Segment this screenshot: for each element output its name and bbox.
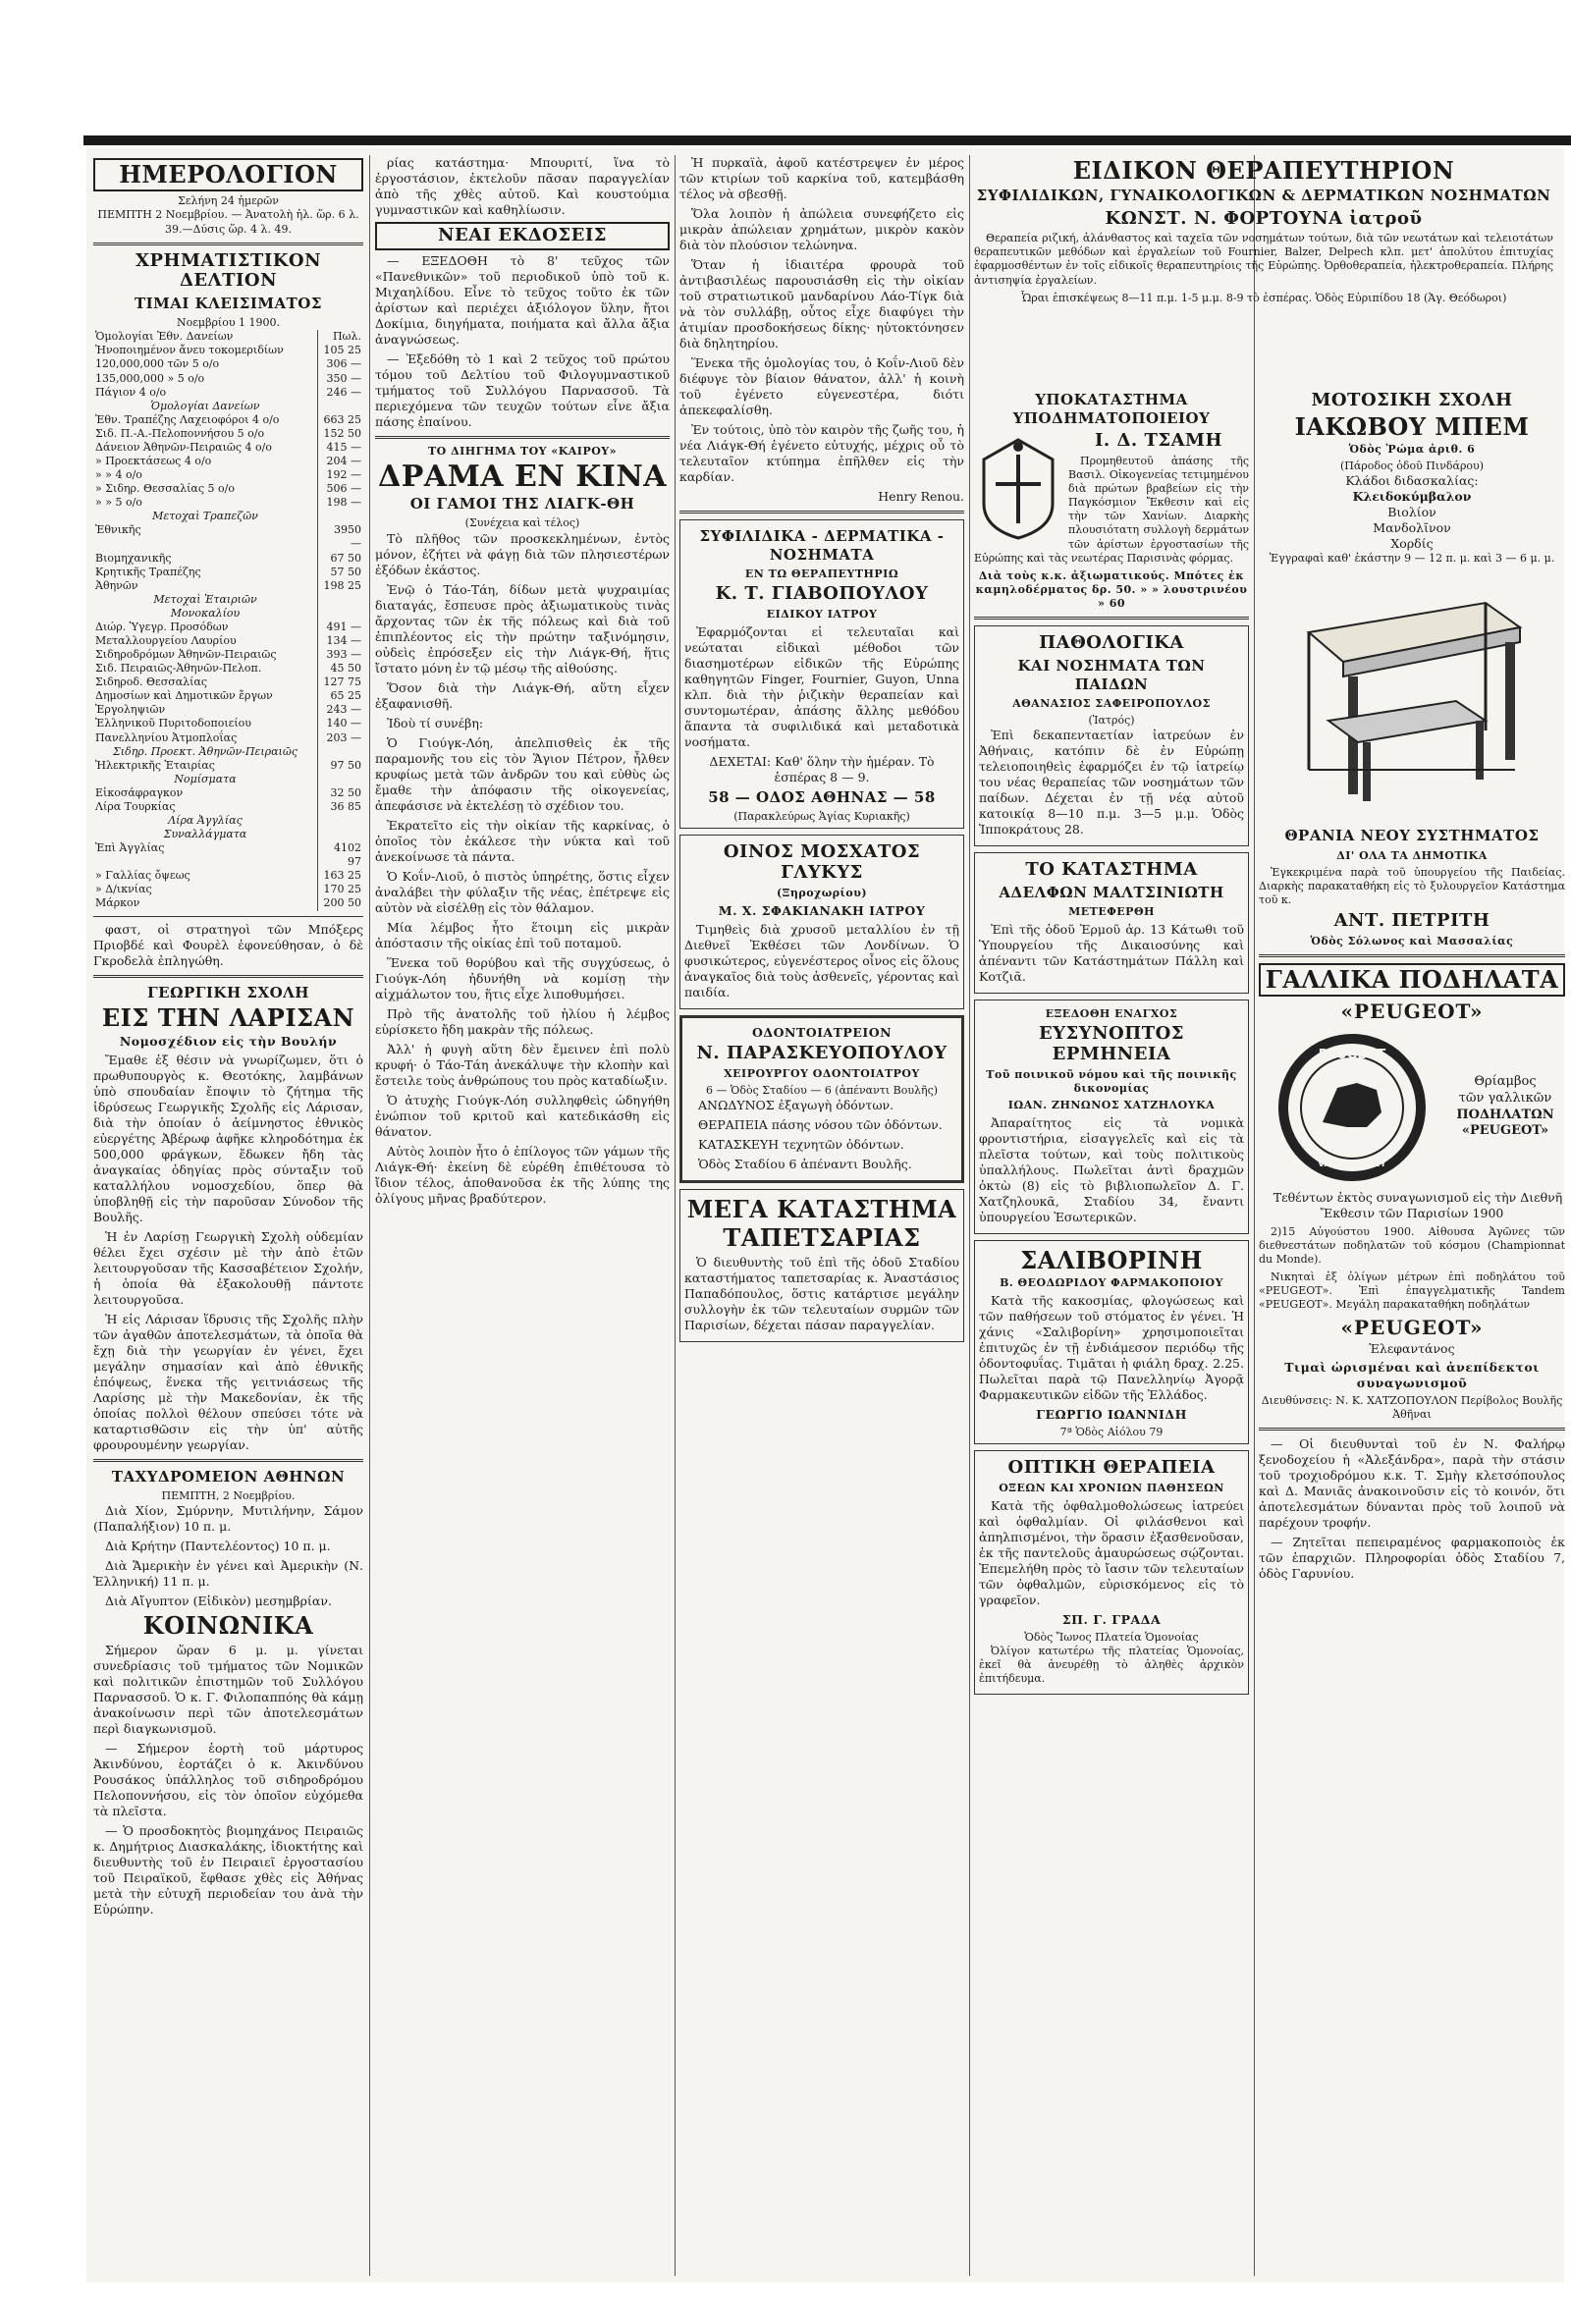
ad-text: Ἐπὶ τῆς ὁδοῦ Ἑρμοῦ ἀρ. 13 Κάτωθι τοῦ Ὑπουργείου τῆς Δικαιοσύνης καὶ ἀπέναντι τῶν Κατάστημάτων Πάλλη καὶ Κοτζιᾶ. bbox=[979, 922, 1244, 985]
divider bbox=[93, 1459, 363, 1462]
rate-value: 204 — bbox=[318, 455, 364, 468]
ad-line: ΚΑΤΑΣΚΕΥΗ τεχνητῶν ὀδόντων. bbox=[698, 1136, 904, 1152]
desk-subtitle: ΔΙ' ΟΛΑ ΤΑ ΔΗΜΟΤΙΚΑ bbox=[1336, 848, 1488, 862]
rate-row bbox=[93, 731, 363, 745]
rate-value: 67 50 bbox=[318, 552, 364, 566]
column-1 bbox=[93, 155, 363, 1921]
bike-side-line: Θρίαμβος bbox=[1474, 1074, 1537, 1090]
paragraph: Πρὸ τῆς ἀνατολῆς τοῦ ἡλίου ἡ λέμβος εὑρίσκετο ἤδη μακρὰν τῆς πόλεως. bbox=[375, 1005, 670, 1037]
rate-row bbox=[93, 330, 363, 344]
bike-title: ΓΑΛΛΙΚΑ ΠΟΔΗΛΑΤΑ bbox=[1259, 963, 1565, 997]
rate-label: Μεταλλουργείου Λαυρίου bbox=[95, 633, 237, 647]
bike-side-line: «PEUGEOT» bbox=[1461, 1123, 1549, 1139]
rate-label: Λίρα Τουρκίας bbox=[95, 799, 176, 813]
emblem-text: PEUGEOT bbox=[1318, 1047, 1386, 1062]
rate-row bbox=[93, 786, 363, 800]
rate-label: Μετοχαὶ Ἑταιριῶν bbox=[153, 592, 257, 606]
rate-value: 140 — bbox=[318, 717, 364, 730]
shop-prices: Διὰ τοὺς κ.κ. ἀξιωματικούς. Μπότες ἐκ καμηλοδέρματος δρ. 50. » » λουστρινέου » 60 bbox=[975, 568, 1248, 610]
rate-value: 32 50 bbox=[318, 786, 364, 800]
paragraph: — Ἐξεδόθη τὸ 1 καὶ 2 τεῦχος τοῦ πρώτου τόμου τοῦ Δελτίου τοῦ Φιλογυμναστικοῦ τμήματος τοῦ Συλλόγου Παρνασσοῦ. Τὰ περιεχόμενα τῶν τευχῶν τούτων εἶνε ἄξια πάσης ἐπαίνου. bbox=[375, 351, 670, 429]
ad-title: ΟΙΝΟΣ ΜΟΣΧΑΤΟΣ ΓΛΥΚΥΣ bbox=[723, 841, 921, 884]
paragraph: Ὅλα λοιπὸν ἡ ἀπώλεια συνεφήζετο εἰς μικρὰν ἀπώλειαν χρημάτων, μικρὸν κακὸν διὰ τὸν πλούσιον τελώνηνα. bbox=[679, 206, 964, 252]
ad-text: Ἐφαρμόζονται εἰ τελευταῖαι καὶ νεώταται εἰδικαὶ μέθοδοι τῶν διασημοτέρων εἰδικῶν τῆς Εὐρώπης καθηγητῶν Finger, Fournier, Guyon, Unna κλπ. διὰ τὴν ῥιζικὴν θεραπείαν καὶ συντομωτέραν, ἀπάσης ἄλλης μεθόδου ἅπαντα τὰ συφιλιδικά καὶ μεταδοτικὰ νοσήματα. bbox=[684, 624, 959, 750]
ad-subtitle: Β. ΘΕΟΔΩΡΙΔΟΥ ΦΑΡΜΑΚΟΠΟΙΟΥ bbox=[1000, 1276, 1223, 1290]
shop-title: ΥΠΟΚΑΤΑΣΤΗΜΑ ΥΠΟΔΗΜΑΤΟΠΟΙΕΙΟΥ bbox=[1012, 391, 1211, 428]
divider bbox=[93, 975, 363, 978]
ad-name: Κ. Τ. ΓΙΑΒΟΠΟΥΛΟΥ bbox=[715, 583, 929, 605]
ad-title: ΠΑΘΟΛΟΓΙΚΑ bbox=[1039, 631, 1184, 653]
ad-subtitle: ΣΥΦΙΛΙΔΙΚΩΝ, ΓΥΝΑΙΚΟΛΟΓΙΚΩΝ & ΔΕΡΜΑΤΙΚΩΝ ΝΟΣΗΜΑΤΩΝ bbox=[976, 187, 1551, 205]
paragraph: Ἐνῷ ὁ Τάο-Τάη, δίδων μετὰ ψυχραιμίας διαταγάς, ἔσπευσε πρὸς ἀξιωματικοὺς τινὰς ἄρχοντας τῶν ἐκ τῆς πόλεως καὶ διὰ τοῦ ἐπιπλέοντος εἰς τὴν πρώτην ταξινόμησιν, οὐδεὶς ἐπρόσεξεν εἰς τὴν Λιάγκ-Θή, ἥτις ἴστατο μόνη ἐν τῷ μέσῳ τῆς αἰθούσης. bbox=[375, 581, 670, 676]
post-line: Διὰ Ἄμερικὴν ἐν γένει καὶ Ἀμερικὴν (Ν. Ἑλληνική) 11 π. μ. bbox=[93, 1558, 363, 1590]
rate-row bbox=[93, 773, 363, 786]
ad-address: Ὁδὸς Ἴωνος Πλατεία Ὁμονοίας bbox=[1024, 1631, 1199, 1645]
paragraph: Ἰδοὺ τί συνέβη: bbox=[387, 715, 484, 730]
paragraph: ρίας κατάστημα· Μπουριτί, ἵνα τὸ ἐργοστάσιον, ἐκτελοῦν πᾶσαν παραγγελίαν ἀπὸ τῆς χθὲς αὐτοῦ. Καὶ κουστούμια γυμναστικῶν καὶ καθηλίωσιν. bbox=[375, 155, 670, 217]
rate-row bbox=[93, 482, 363, 496]
ad-owner: ΓΕΩΡΓΙΟ ΙΩΑΝΝΙΔΗ bbox=[1036, 1407, 1187, 1423]
rate-value: 663 25 bbox=[318, 413, 364, 427]
music-line: Κλειδοκύμβαλον bbox=[1352, 489, 1472, 505]
divider bbox=[679, 511, 964, 513]
rate-label: 120,000,000 τῶν 5 ο/ο bbox=[95, 357, 220, 371]
rate-row bbox=[93, 579, 363, 593]
divider bbox=[974, 617, 1249, 620]
hotel-notice: — Οἱ διευθυνταὶ τοῦ ἐν Ν. Φαλήρῳ ξενοδοχείου ἡ «Ἀλεξάνδρα», παρὰ τὴν στάσιν τοῦ τροχιοδρόμου κ.κ. Τ. Σμὴγ κλετσόπουλος καὶ Δ. Μανιᾶς ἀνακοινοῦσιν εἰς τὸ κοινόν, ὅτι ἀποτελεσμάτων δύνανται πρὸς τοῦ λοιποῦ νὰ παρέχουν τροφήν. bbox=[1259, 1435, 1565, 1530]
ad-text: Θεραπεία ριζική, ἀλάνθαστος καὶ ταχεῖα τῶν νοσημάτων τούτων, διὰ τῶν νεωτάτων καὶ τελειοτάτων θεραπευτικῶν μεθόδων καὶ ἐργαλείων τοῦ Fournier, Balzer, Delpech κλπ. μετ' ἀπολύτου ἐπιτυχίας ἐφαρμοσθέντων ἐν τοῖς εἰδικοῖς θεραπευτηρίοις τῆς Εὐρώπης. Ὀρθοθεραπεία, ἠλεκτροθεραπεία. Πλήρης ἀντισηψία ἐργαλείων. bbox=[974, 232, 1553, 287]
rate-value: 192 — bbox=[318, 468, 364, 482]
rate-label: Ἐργοληψιῶν bbox=[95, 703, 166, 717]
rate-label: Κρητικῆς Τραπέζης bbox=[95, 565, 201, 578]
bike-text-2: Νικηταὶ ἐξ ὀλίγων μέτρων ἐπὶ ποδηλάτου τοῦ «PEUGEOT». Ἐπὶ ἐπαγγελματικῆς Tandem «PEUGEOT». Μεγάλη παρακαταθήκη ποδηλάτων bbox=[1259, 1270, 1565, 1311]
drama-text bbox=[375, 531, 670, 1207]
rate-value: 105 25 bbox=[318, 344, 364, 357]
ad-doctor: ΚΩΝΣΤ. Ν. ΦΟΡΤΟΥΝΑ ἰατροῦ bbox=[1105, 207, 1423, 229]
rate-row bbox=[93, 896, 363, 910]
rate-row bbox=[93, 814, 363, 828]
divider bbox=[375, 436, 670, 439]
rate-value: 198 — bbox=[318, 496, 364, 510]
ad-role: ΕΙΔΙΚΟΥ ΙΑΤΡΟΥ bbox=[766, 608, 878, 622]
rate-row bbox=[93, 552, 363, 566]
bike-side-line: τῶν γαλλικῶν bbox=[1458, 1090, 1552, 1106]
divider bbox=[93, 916, 363, 917]
rate-row bbox=[93, 634, 363, 648]
rate-row bbox=[93, 510, 363, 523]
emblem-text-2: VALENTIGNEY bbox=[1318, 1159, 1386, 1169]
rate-value bbox=[318, 400, 364, 413]
rate-row bbox=[93, 703, 363, 717]
finance-title: ΧΡΗΜΑΤΙΣΤΙΚΟΝ ΔΕΛΤΙΟΝ bbox=[135, 249, 322, 292]
paragraph: — ΕΞΕΔΟΘΗ τὸ 8' τεῦχος τῶν «Πανεθνικῶν» τοῦ περιοδικοῦ ὑπὸ τοῦ κ. Μιχαηλίδου. Εἶνε τὸ τεῦχος τοῦτο ἐκ τῶν ἀρίστων καὶ περιέχει ἀξιόλογον ὕλην, ἤτοι Δοκίμια, διηγήματα, ποιήματα καὶ ἄλλα ἄξια ἀναγνώσεως. bbox=[375, 252, 670, 347]
rate-value: 170 25 bbox=[318, 883, 364, 896]
divider bbox=[1259, 954, 1565, 957]
rate-label: Πανελληνίου Ἀτμοπλοΐας bbox=[95, 730, 238, 744]
pharmacy-ad bbox=[974, 1240, 1249, 1445]
ad-title-2: ΚΑΙ ΝΟΣΗΜΑΤΑ ΤΩΝ ΠΑΙΔΩΝ bbox=[1017, 656, 1206, 693]
rate-value: 491 — bbox=[318, 621, 364, 634]
rate-label: Σιδηροδρόμων Ἀθηνῶν-Πειραιῶς bbox=[95, 648, 277, 662]
rate-row bbox=[93, 372, 363, 386]
paragraph: Ὅσον διὰ τὴν Λιάγκ-Θή, αὕτη εἶχεν ἐξαφανισθῆ. bbox=[375, 679, 670, 711]
paragraph: Ἡ εἰς Λάρισαν ἵδρυσις τῆς Σχολῆς πλὴν τῶν ἀγαθῶν ἀποτελεσμάτων, τὰ ὁποῖα θὰ ἔχῃ διὰ τὴν γεωργίαν ἐν γένει, ἔχει μεγάλην σημασίαν καὶ ἀπὸ ἐθνικῆς ἐπόψεως, ἕνεκα τῆς γειτνιάσεως τῆς Λαρίσης μὲ τὴν Μακεδονίαν, ἐκ τῆς ὁποίας πολλοὶ θέλουν σπεύσει τότε νὰ καταρτισθῶσιν εἰς τὴν ὑπ' αὐτῆς φρουρουμένην γεωργίαν. bbox=[93, 1312, 363, 1453]
ad-line: ΑΝΩΔΥΝΟΣ ἐξαγωγὴ ὀδόντων. bbox=[698, 1097, 894, 1112]
post-line: Διὰ Χίον, Σμύρνην, Μυτιλήνην, Σάμον (Παπαλήξιον) 10 π. μ. bbox=[93, 1503, 363, 1535]
ad-title: ΣΑΛΙΒΟΡΙΝΗ bbox=[1020, 1245, 1203, 1274]
rate-value: 200 50 bbox=[318, 896, 364, 910]
music-address-2: (Πάροδος ὁδοῦ Πινδάρου) bbox=[1339, 459, 1485, 473]
post-date: ΠΕΜΠΤΗ, 2 Νοεμβρίου. bbox=[161, 1489, 296, 1503]
bike-agent: Διευθύνσεις: Ν. Κ. ΧΑΤΖΟΠΟΥΛΟΝ Περίβολος Βουλῆς bbox=[1261, 1393, 1563, 1407]
rate-label: Ἐθν. Τραπέζης Λαχειοφόροι 4 ο/ο bbox=[95, 412, 280, 426]
ad-name: Μ. Χ. ΣΦΑΚΙΑΝΑΚΗ ΙΑΤΡΟΥ bbox=[718, 902, 926, 918]
almanac-title: ΗΜΕΡΟΛΟΓΙΟΝ bbox=[93, 158, 363, 191]
ad-address-2: (Παρακλεύρως Ἁγίας Κυριακῆς) bbox=[733, 810, 910, 824]
rate-row bbox=[93, 413, 363, 427]
rate-label: Ἑλληνικοῦ Πυριτοδοποιείου bbox=[95, 717, 251, 730]
school-title: ΓΕΩΡΓΙΚΗ ΣΧΟΛΗ bbox=[147, 983, 309, 1001]
rates-table bbox=[93, 330, 363, 910]
rate-row bbox=[93, 357, 363, 371]
ad-address: 6 — Ὁδὸς Σταδίου — 6 (ἀπέναντι Βουλῆς) bbox=[705, 1083, 939, 1097]
rate-value: 393 — bbox=[318, 648, 364, 662]
ad-text: Τιμηθεὶς διὰ χρυσοῦ μεταλλίου ἐν τῇ Διεθνεῖ Ἐκθέσει τῶν Λονδίνων. Ὁ φυσικώτερος, εὐγενέστερος οἶνος εἰς ὅλους ἀναγκαῖος διὰ τοὺς ἀσθενεῖς, γέροντας καὶ παιδία. bbox=[684, 921, 959, 1000]
paragraph: Μία λέμβος ἦτο ἕτοιμη εἰς μικρὰν ἀπόστασιν τῆς οἰκίας ἐπὶ τοῦ ποταμοῦ. bbox=[375, 919, 670, 950]
royal-crest-icon bbox=[974, 435, 1062, 543]
wine-ad bbox=[679, 835, 964, 1008]
divider bbox=[93, 243, 363, 245]
ad-title-2: ΤΑΠΕΤΣΑΡΙΑΣ bbox=[723, 1223, 921, 1253]
rate-label: Ἠλεκτρικῆς Ἑταιρίας bbox=[95, 758, 215, 772]
top-rule bbox=[83, 135, 1571, 145]
rate-value: 350 — bbox=[318, 372, 364, 386]
rate-row bbox=[93, 344, 363, 357]
rate-row bbox=[93, 759, 363, 773]
rate-value: 97 50 bbox=[318, 759, 364, 773]
rate-label: Σιδηροδ. Θεσσαλίας bbox=[95, 676, 208, 689]
rate-value: 152 50 bbox=[318, 427, 364, 441]
ad-text: Κατὰ τῆς κακοσμίας, φλογώσεως καὶ τῶν παθήσεων τοῦ στόματος ἐν γένει. Ἡ χάνις «Σαλιβορίνη» χρησιμοποιεῖται ἐπιτυχῶς ἐν τῇ ἐνδιάμεσον περιόδῳ τῆς ὀδοντοφυΐας. Τιμᾶται ἡ φιάλη δραχ. 2.25. Πωλεῖται παρὰ τῷ Πανελληνίῳ Ἀγορᾷ Φαρμακευτικῶν εἰδῶν τῆς Ἑλλάδος. bbox=[979, 1293, 1244, 1403]
ad-line: ΘΕΡΑΠΕΙΑ πάσης νόσου τῶν ὀδόντων. bbox=[698, 1116, 943, 1132]
rate-value: 203 — bbox=[318, 731, 364, 745]
ad-title: ΤΟ ΚΑΤΑΣΤΗΜΑ bbox=[1025, 859, 1198, 881]
rate-value: 36 85 bbox=[318, 800, 364, 814]
music-line: Ἐγγραφαὶ καθ' ἑκάστην 9 — 12 π. μ. καὶ 3 — 6 μ. μ. bbox=[1269, 552, 1555, 566]
ad-hours: Ὧραι ἐπισκέψεως 8—11 π.μ. 1-5 μ.μ. 8-9 τὸ ἑσπέρας. Ὁδὸς Εὐριπίδου 18 (Ἁγ. Θεόδωροι) bbox=[1020, 291, 1507, 304]
rate-row bbox=[93, 828, 363, 841]
rate-label: 135,000,000 » 5 ο/ο bbox=[95, 371, 205, 385]
signature: Henry Renou. bbox=[878, 489, 964, 504]
rate-value: 45 50 bbox=[318, 662, 364, 676]
rate-value: 415 — bbox=[318, 441, 364, 455]
finance-subtitle: ΤΙΜΑΙ ΚΛΕΙΣΙΜΑΤΟΣ bbox=[135, 295, 322, 312]
rate-label: Ἐπὶ Ἀγγλίας bbox=[95, 841, 165, 855]
shop-text: Προμηθευτοῦ ἁπάσης τῆς Βασιλ. Οἰκογενείας τετιμημένου διὰ πρώτων βραβείων εἰς τὴν Παγκόσμιον Ἔκθεσιν καὶ εἰς τὴν τῶν Χανίων. Διαρκὴς πλουσιότατη συλλογὴ δερμάτων τῶν ἀρίστων ἐργοστασίων τῆς Εὐρώπης καὶ τὰς νεωτέρας Παρισινὰς φόρμας. bbox=[974, 455, 1249, 565]
pediatric-ad bbox=[974, 625, 1249, 846]
rate-value: 57 50 bbox=[318, 566, 364, 579]
paragraph: Ὁ Κοΐν-Λιοῦ, ὁ πιστὸς ὑπηρέτης, ὅστις εἶχεν ἀναλάβει τὴν φύλαξιν τῆς νέας, ἐπέτρεψε εἰς αὐτὸν νὰ εἰσέλθῃ εἰς τὸν θάλαμον. bbox=[375, 868, 670, 915]
clinic-header-ad bbox=[974, 155, 1553, 381]
paragraph: Ἡ ἐν Λαρίσῃ Γεωργικὴ Σχολὴ οὐδεμίαν θέλει ἔχει σχέσιν μὲ τὴν ἀπὸ ἐτῶν λειτουργοῦσαν τῆς Κασσαβέτειον Σχολήν, ἡ ὁποία θὰ ἐξακολουθῇ πάντοτε λειτουργοῦσα. bbox=[93, 1229, 363, 1308]
rate-label: Ὁμολογίαι Δανείων bbox=[150, 399, 260, 412]
social-title: ΚΟΙΝΩΝΙΚΑ bbox=[142, 1611, 314, 1641]
ad-subtitle: Τοῦ ποινικοῦ νόμου καὶ τῆς ποινικῆς δικονομίας bbox=[986, 1067, 1237, 1095]
rate-row bbox=[93, 717, 363, 730]
music-title: ΜΟΤΟΣΙΚΗ ΣΧΟΛΗ bbox=[1311, 390, 1513, 410]
drama-subtitle: ΟΙ ΓΑΜΟΙ ΤΗΣ ΛΙΑΓΚ-ΘΗ bbox=[409, 495, 635, 513]
rate-row bbox=[93, 676, 363, 689]
music-line: Μανδολῖνον bbox=[1373, 520, 1451, 536]
ad-title: ΟΠΤΙΚΗ ΘΕΡΑΠΕΙΑ bbox=[1007, 1457, 1216, 1479]
paragraph: Ὅταν ἡ ἰδιαιτέρα φρουρὰ τοῦ ἀντιβασιλέως παρουσιάσθη εἰς τὴν οἰκίαν τοῦ στρατιωτικοῦ μανδαρίνου Λάο-Τίγκ διὰ νὰ τὸν συλλάβῃ, οὗτος εἶχε διαφύγει τὴν ἀτιμίαν προσδοκήσεως δίκης· ηὐτοκτόνησεν διὰ δηλητηρίου. bbox=[679, 257, 964, 351]
rate-value bbox=[318, 773, 364, 786]
bike-record: 2)15 Αὐγούστου 1900. Αἰθουσα Ἀγῶνες τῶν διεθνεστάτων ποδηλατῶν τοῦ κόσμου (Championnat du Monde). bbox=[1259, 1224, 1565, 1266]
rate-label: Μάρκον bbox=[95, 896, 140, 910]
rate-row bbox=[93, 621, 363, 634]
ad-subtitle: ΟΞΕΩΝ ΚΑΙ ΧΡΟΝΙΩΝ ΠΑΘΗΣΕΩΝ bbox=[999, 1482, 1224, 1495]
music-address: Ὁδὸς Ῥώμα ἀριθ. 6 bbox=[1348, 443, 1476, 457]
paragraph: Ἕνεκα τῆς ὁμολογίας του, ὁ Κοΐν-Λιοῦ δὲν διέφυγε τὸν βίαιον θάνατον, ἀλλ' ἡ κοινὴ τοῦ ἐγένετο εὐγενεστέρα, διότι ἀπεκεφαλίσθη. bbox=[679, 355, 964, 417]
rate-label: Νομίσματα bbox=[174, 772, 237, 785]
ad-title: ΣΥΦΙΛΙΔΙΚΑ - ΔΕΡΜΑΤΙΚΑ - ΝΟΣΗΜΑΤΑ bbox=[699, 527, 945, 565]
rate-row bbox=[93, 523, 363, 551]
rate-label: Συναλλάγματα bbox=[163, 828, 247, 841]
paragraph: Ἔμαθε ἐξ θέσιν νὰ γνωρίζωμεν, ὅτι ὁ πρωθυπουργὸς κ. Θεοτόκης, λαμβάνων ὑπὸ σπουδαίαν ἔποψιν τὸ ζήτημα τῆς ἱδρύσεως Γεωργικῆς Σχολῆς εἰς Λάρισαν, διὰ τὴν ὁποίαν ὁ ἀείμνηστος ἐθνικὸς εὐεργέτης Ἀβέρωφ ἀφῆκε κληροδότημα ἐκ 500,000 φράγκων, ἔδωκεν ἤδη τὰς ἀναγκαίας ὁδηγίας πρὸς σύνταξιν τοῦ καταλλήλου νομοσχεδίου, ὅπερ θὰ ὑποβληθῇ εἰς τὴν παροῦσαν Σύνοδον τῆς Βουλῆς. bbox=[93, 1053, 363, 1225]
news-fragment: φαστ, οἱ στρατηγοὶ τῶν Μπόξερς Πριοβδέ καὶ Φουρὲλ ἐφονεύθησαν, ὁ δὲ Γκροδελὰ ἐπληγώθη. bbox=[93, 921, 363, 968]
rate-label: Ἐθνικῆς bbox=[95, 523, 141, 537]
rate-row bbox=[93, 496, 363, 510]
almanac-line: Σελήνη 24 ἡμερῶν bbox=[178, 194, 279, 208]
post-title: ΤΑΧΥΔΡΟΜΕΙΟΝ ΑΘΗΝΩΝ bbox=[111, 1468, 346, 1486]
bike-brand-3: Ἑλεφαντάνος bbox=[1369, 1340, 1455, 1356]
rate-row bbox=[93, 386, 363, 400]
bike-city: Ἀθῆναι bbox=[1392, 1407, 1432, 1421]
ad-address: 7ª Ὁδὸς Αἰόλου 79 bbox=[1059, 1426, 1164, 1439]
rate-row bbox=[93, 593, 363, 607]
rate-row bbox=[93, 800, 363, 814]
rate-row bbox=[93, 455, 363, 468]
ad-title: ΕΥΣΥΝΟΠΤΟΣ ΕΡΜΗΝΕΙΑ bbox=[1038, 1023, 1185, 1064]
book-ad bbox=[974, 1000, 1249, 1234]
rate-value: 65 25 bbox=[318, 689, 364, 703]
rate-label: » Προεκτάσεως 4 ο/ο bbox=[95, 454, 212, 467]
rate-label: Σιδ. Π.-Α.-Πελοποννήσου 5 ο/ο bbox=[95, 426, 265, 440]
ad-subtitle: ΜΕΤΕΦΕΡΘΗ bbox=[1068, 905, 1155, 919]
rate-row bbox=[93, 566, 363, 579]
publications-title: ΝΕΑΙ ΕΚΔΟΣΕΙΣ bbox=[375, 222, 670, 250]
column-3 bbox=[679, 155, 964, 1348]
ad-line: Ὁδὸς Σταδίου 6 ἀπέναντι Βουλῆς. bbox=[698, 1156, 912, 1171]
paragraph: Αὐτὸς λοιπὸν ἦτο ὁ ἐπίλογος τῶν γάμων τῆς Λιάγκ-Θή· ἐκείνη δὲ εὑρέθη ἐπιθέτουσα τὸ ἴδιον τέλος, ἀποθανοῦσα ἐκ τῆς λύπης της ὀλίγους μῆνας βραδύτερον. bbox=[375, 1143, 670, 1206]
ad-contact: ΔΕΧΕΤΑΙ: Καθ' ὅλην τὴν ἡμέραν. Τὸ ἑσπέρας 8 — 9. bbox=[709, 754, 935, 785]
rate-label: Ἀθηνῶν bbox=[95, 578, 138, 592]
paragraph: Ἐκρατεῖτο εἰς τὴν οἰκίαν τῆς καρκίνας, ὁ ὁποῖος τὸν ἐκάλεσε τὴν νύκτα καὶ τοῦ ἀνεκοίνωσε τὰ πάντα. bbox=[375, 817, 670, 864]
finance-date: Νοεμβρίου 1 1900. bbox=[176, 316, 281, 330]
desk-title: ΘΡΑΝΙΑ ΝΕΟΥ ΣΥΣΤΗΜΑΤΟΣ bbox=[1284, 827, 1540, 845]
rate-label: Λίρα Ἀγγλίας bbox=[168, 814, 243, 827]
rate-label: » Σιδηρ. Θεσσαλίας 5 ο/ο bbox=[95, 482, 235, 496]
school-desk-illustration bbox=[1289, 573, 1535, 819]
rate-label: Δάνειον Ἀθηνῶν-Πειραιῶς 4 ο/ο bbox=[95, 440, 272, 454]
paragraph: Ἐν τούτοις, ὑπὸ τὸν καιρὸν τῆς ζωῆς του, ἡ νέα Λιάγκ-Θή ἐγένετο εὐτυχής, μέχρις οὗ τὸ τελευταῖον κτύπημα ἐπῆλθεν εἰς τὴν καρδίαν. bbox=[679, 422, 964, 484]
serial-label: ΤΟ ΔΙΗΓΗΜΑ ΤΟΥ «ΚΑΙΡΟΥ» bbox=[427, 444, 618, 458]
almanac-line: ΠΕΜΠΤΗ 2 Νοεμβρίου. — Ἀνατολὴ ἡλ. ὥρ. 6 λ. 39.—Δύσις ὥρ. 4 λ. 49. bbox=[97, 208, 359, 236]
ad-title-2: ΑΔΕΛΦΩΝ ΜΑΛΤΣΙΝΙΩΤΗ bbox=[999, 883, 1224, 901]
rate-value: 306 — bbox=[318, 357, 364, 371]
clinic-ad bbox=[679, 519, 964, 829]
rate-label: Σιδηρ. Προεκτ. Ἀθηνῶν-Πειραιῶς bbox=[112, 744, 298, 758]
paragraph: Σήμερον ὥραν 6 μ. μ. γίνεται συνεδρίασις τοῦ τμήματος τῶν Νομικῶν καὶ πολιτικῶν ἐπιστημῶν τοῦ Συλλόγου Παρνασσοῦ. Ὁ κ. Γ. Φιλοπαππόης θὰ κάμῃ ἀνακοίνωσιν περὶ τῶν ἀποτελεσμάτων περὶ διαγκωνισμοῦ. bbox=[93, 1642, 363, 1736]
peugeot-lion-emblem-icon bbox=[1259, 1029, 1445, 1186]
rate-row bbox=[93, 841, 363, 869]
paragraph: Ἡ πυρκαϊὰ, ἀφοῦ κατέστρεψεν ἐν μέρος τῶν κτιρίων τοῦ καρκίνα τοῦ, κατεμβάσθη τέλος νὰ σβεσθῇ. bbox=[679, 155, 964, 201]
rate-label: Μετοχαὶ Τραπεζῶν bbox=[152, 510, 258, 523]
rate-row bbox=[93, 662, 363, 676]
ad-title: ΕΙΔΙΚΟΝ ΘΕΡΑΠΕΥΤΗΡΙΟΝ bbox=[1072, 156, 1455, 185]
music-line: Χορδίς bbox=[1390, 536, 1434, 552]
ad-text: Κατὰ τῆς ὀφθαλμοθολώσεως ἰατρεύει καὶ ὀφθαλμίαν. Οἱ φιλάσθενοι καὶ ἀπηλπισμένοι, τὴν ὅρασιν ἐξασθενοῦσαν, ἐκ τῆς παντελοῦς ἀμαυρώσεως σῴζονται. Ἐπεμελήθη πρὸς τὸ ἴασιν τῶν τελευταίων τῶν ὀφθαλμῶν, εὐρισκόμενος εἰς τὸ γραφεῖον. bbox=[979, 1498, 1244, 1608]
paragraph: Τὸ πλῆθος τῶν προσκεκλημένων, ἐντὸς μόνον, ἐζήτει νὰ φάγῃ διὰ τῶν πλησιεστέρων ἐξόδων ἑκάστος. bbox=[375, 530, 670, 577]
job-notice: — Ζητεῖται πεπειραμένος φαρμακοποιὸς ἐκ τῶν ἐπαρχιῶν. Πληροφορίαι ὁδὸς Σταδίου 7, ὁδὸς Γαρυνίου. bbox=[1259, 1534, 1565, 1581]
rate-value: 134 — bbox=[318, 634, 364, 648]
rate-value: 246 — bbox=[318, 386, 364, 400]
rate-label: Διώρ. Ὑγεγρ. Προσόδων bbox=[95, 620, 229, 633]
rate-label: Μονοκαλίου bbox=[170, 606, 241, 620]
desk-owner: ΑΝΤ. ΠΕΤΡΙΤΗ bbox=[1333, 909, 1490, 931]
ad-title: ΜΕΓΑ ΚΑΤΑΣΤΗΜΑ bbox=[686, 1194, 957, 1223]
rate-label: » » 5 ο/ο bbox=[95, 496, 142, 510]
ad-doctor: ΑΘΑΝΑΣΙΟΣ ΣΑΦΕΙΡΟΠΟΥΛΟΣ bbox=[1012, 696, 1211, 710]
rate-label: Ὁμολογίαι Ἐθν. Δανείων bbox=[95, 330, 234, 344]
ad-owner: ΣΠ. Γ. ΓΡΑΔΑ bbox=[1061, 1612, 1162, 1628]
rate-label: » Δ/ικνίας bbox=[95, 883, 152, 896]
rate-label: Βιομηχανικῆς bbox=[95, 551, 172, 565]
shop-name: Ι. Δ. ΤΣΑΜΗ bbox=[1095, 430, 1222, 452]
rate-value bbox=[318, 828, 364, 841]
ad-role: (Ἰατρός) bbox=[1088, 714, 1135, 728]
ad-title: ΟΔΟΝΤΟΙΑΤΡΕΙΟΝ bbox=[751, 1024, 893, 1040]
music-line: Βιολίον bbox=[1387, 505, 1436, 520]
ad-subtitle: ΕΝ ΤΩ ΘΕΡΑΠΕΥΤΗΡΙΩ bbox=[744, 567, 899, 581]
rate-value: 163 25 bbox=[318, 869, 364, 883]
post-line: Διὰ Κρήτην (Παντελέοντος) 10 π. μ. bbox=[105, 1539, 331, 1554]
rate-label: Πάγιον 4 ο/ο bbox=[95, 385, 167, 399]
ad-text: Ἀπαραίτητος εἰς τὰ νομικὰ φροντιστήρια, εἰσαγγελεῖς καὶ εἰς τὰ πλεῖστα τούτων, καὶ τοὺς πολιτικοὺς ὑπαλλήλους. Πωλεῖται ἀντὶ δραχμῶν ὀκτὼ (8) εἰς τὸ βιβλιοπωλεῖον Δ. Γ. Χατζηλουκᾶ, Σταδίου 34, ἔναντι ὑπουργείου Ἐσωτερικῶν. bbox=[979, 1114, 1244, 1224]
divider bbox=[1259, 1428, 1565, 1431]
column-4 bbox=[974, 388, 1249, 1701]
rate-value: 198 25 bbox=[318, 579, 364, 593]
rate-value: 3950 — bbox=[318, 523, 364, 551]
rate-label: Σιδ. Πειραιῶς-Ἀθηνῶν-Πελοπ. bbox=[95, 662, 262, 676]
drama-title: ΔΡΑΜΑ ΕΝ ΚΙΝΑ bbox=[377, 459, 668, 494]
ad-author: ΙΩΑΝ. ΖΗΝΩΝΟΣ ΧΑΤΖΗΛΟΥΚΑ bbox=[1007, 1098, 1216, 1111]
bike-side-line: ΠΟΔΗΛΑΤΩΝ bbox=[1456, 1107, 1554, 1122]
rate-value bbox=[318, 593, 364, 607]
paragraph: — Ὁ προσδοκητὸς βιομηχάνος Πειραιῶς κ. Δημήτριος Διασκαλάκης, ἰδιοκτήτης καὶ διευθυντὴς τοῦ ἐν Πειραιεῖ ἐργοστασίου τοῦ Πειραϊκοῦ, ἔφθασε χθὲς εἰς Ἀθήνας μετὰ τὴν εὐτυχῆ περιοδείαν του ἀνὰ τὴν Εὐρώπην. bbox=[93, 1822, 363, 1917]
rate-row bbox=[93, 648, 363, 662]
paragraph: Ἀλλ' ἡ φυγὴ αὕτη δὲν ἔμεινεν ἐπὶ πολὺ κρυφή· ὁ Τάο-Τάη ἀνεκάλυψε τὴν κλοπὴν καὶ ἔστειλε τοὺς ἀνθρώπους του πρὸς καταδίωξιν. bbox=[375, 1041, 670, 1088]
paragraph: Ὁ Γιούγκ-Λόη, ἀπελπισθεὶς ἐκ τῆς παραμονῆς του εἰς τὸν Ἅγιον Πέτρον, ἦλθεν κρυφίως μετὰ τῶν ἀνδρῶν του καὶ εὐθὺς ὡς ἔμαθε τὴν ἀπόφασιν τῆς οἰκογενείας, ἀπεφάσισε νὰ ἐκτελέσῃ τὸ σχέδιον του. bbox=[375, 734, 670, 813]
desk-text: Ἐγκεκριμένα παρὰ τοῦ ὑπουργείου τῆς Παιδείας. Διαρκὴς παρακαταθήκη εἰς τὸ ξυλουργεῖον Κατάστημα τοῦ κ. bbox=[1259, 865, 1565, 906]
rate-value bbox=[318, 607, 364, 621]
rate-row bbox=[93, 468, 363, 482]
rate-row bbox=[93, 441, 363, 455]
ad-label: ΕΞΕΔΟΘΗ ΕΝΑΓΧΟΣ bbox=[1045, 1007, 1178, 1021]
bike-brand-2: «PEUGEOT» bbox=[1340, 1316, 1484, 1340]
ad-address: 58 — ΟΔΟΣ ΑΘΗΝΑΣ — 58 bbox=[708, 788, 936, 807]
bike-text: Τεθέντων ἐκτὸς συναγωνισμοῦ εἰς τὴν Διεθνῆ Ἔκθεσιν τῶν Παρισίων 1900 bbox=[1273, 1189, 1563, 1220]
rate-label: Δημοσίων καὶ Δημοτικῶν ἔργων bbox=[95, 689, 273, 703]
paragraph: Ἕνεκα τοῦ θορύβου καὶ τῆς συγχύσεως, ὁ Γιούγκ-Λόη ἠδυνήθη νὰ κομίσῃ τὴν αἰχμάλωτον του, ἥτις εἶχε λιποθυμήσει. bbox=[375, 954, 670, 1001]
paragraph: — Σήμερον ἑορτὴ τοῦ μάρτυρος Ἀκινδύνου, ἑορτάζει ὁ κ. Ἀκινδύνου Ρουσάκος ὑπάλληλος τοῦ σιδηροδρόμου Πελοποννήσου, εἰς τὸν ὁποῖον εὐχόμεθα τὰ πλεῖστα. bbox=[93, 1740, 363, 1818]
post-line: Διὰ Αἴγυπτον (Εἰδικὸν) μεσημβρίαν. bbox=[105, 1594, 332, 1609]
rate-value bbox=[318, 510, 364, 523]
rate-row bbox=[93, 689, 363, 703]
music-line: Κλάδοι διδασκαλίας: bbox=[1345, 473, 1479, 489]
ad-role: ΧΕΙΡΟΥΡΓΟΥ ΟΔΟΝΤΟΙΑΤΡΟΥ bbox=[724, 1066, 920, 1080]
bike-brand: «PEUGEOT» bbox=[1340, 999, 1484, 1023]
dentist-ad bbox=[679, 1015, 964, 1183]
column-divider bbox=[675, 155, 676, 2276]
rate-value: Πωλ. bbox=[318, 330, 364, 344]
paragraph: Ὁ ἀτυχὴς Γιούγκ-Λόη συλληφθεὶς ὡδηγήθη ἐνώπιον τοῦ κριτοῦ καὶ κατεδικάσθη εἰς θάνατον. bbox=[375, 1092, 670, 1139]
ad-text: Ἐπὶ δεκαπενταετίαν ἰατρεύων ἐν Ἀθήναις, κατόπιν δὲ ἐν Εὐρώπῃ τελειοποιηθεὶς ἐφαρμόζει ἐν τῷ ἰατρείῳ του νέας θεραπείας τῶν νοσημάτων τῶν παίδων. Δέχεται ἐν τῇ νέᾳ αὐτοῦ κατοικίᾳ 8—10 π.μ. 3—5 μ.μ. Ὁδὸς Ἱπποκράτους 28. bbox=[979, 728, 1244, 838]
bike-price: Τιμαὶ ὡρισμέναι καὶ ἀνεπίδεκτοι συναγωνισμοῦ bbox=[1284, 1359, 1540, 1390]
column-5 bbox=[1259, 388, 1565, 1586]
column-divider bbox=[969, 155, 970, 2276]
rate-label: » » 4 ο/ο bbox=[95, 468, 142, 482]
rate-label: Ἠνοποιημένον ἄνευ τοκομεριδίων bbox=[95, 344, 284, 357]
rate-value: 4102 97 bbox=[318, 841, 364, 869]
school-subtitle: Νομοσχέδιον εἰς τὴν Βουλήν bbox=[119, 1034, 338, 1050]
rate-row bbox=[93, 869, 363, 883]
rate-value: 243 — bbox=[318, 703, 364, 717]
column-divider bbox=[369, 155, 370, 2276]
rate-row bbox=[93, 745, 363, 759]
rate-value: 127 75 bbox=[318, 676, 364, 689]
rate-row bbox=[93, 883, 363, 896]
column-2 bbox=[375, 155, 670, 1211]
ad-subtitle: (Ξηροχωρίου) bbox=[776, 886, 868, 899]
rate-label: » Γαλλίας ὄψεως bbox=[95, 869, 190, 883]
store-ad bbox=[974, 852, 1249, 994]
desk-address: Ὁδὸς Σόλωνος καὶ Μασσαλίας bbox=[1310, 934, 1514, 947]
rate-label: Εἰκοσάφραγκον bbox=[95, 785, 184, 799]
rate-row bbox=[93, 400, 363, 413]
rate-row bbox=[93, 427, 363, 441]
wallpaper-ad bbox=[679, 1189, 964, 1342]
rate-value: 506 — bbox=[318, 482, 364, 496]
music-name: ΙΑΚΩΒΟΥ ΜΠΕΜ bbox=[1294, 411, 1530, 441]
ad-name: Ν. ΠΑΡΑΣΚΕΥΟΠΟΥΛΟΥ bbox=[696, 1042, 948, 1063]
ad-text: Ὁ διευθυντὴς τοῦ ἐπὶ τῆς ὁδοῦ Σταδίου καταστήματος ταπετσαρίας κ. Ἀναστάσιος Παπαδόπουλος, ὅστις κατάρτισε μεγάλην συλλογὴν ἐκ τῶν τελευταίων συρμῶν τῶν Παρισίων, δέχεται πάσαν παραγγελίαν. bbox=[684, 1254, 959, 1332]
school-title-2: ΕΙΣ ΤΗΝ ΛΑΡΙΣΑΝ bbox=[101, 1002, 355, 1032]
rate-row bbox=[93, 607, 363, 621]
rate-value bbox=[318, 814, 364, 828]
column-divider bbox=[1254, 155, 1255, 2276]
vision-ad bbox=[974, 1450, 1249, 1695]
drama-subtitle-2: (Συνέχεια καὶ τέλος) bbox=[464, 516, 580, 530]
rate-value bbox=[318, 745, 364, 759]
ad-footer: Ὀλίγον κατωτέρω τῆς πλατείας Ὁμονοίας, ἐκεῖ θὰ ἀνευρέθῃ τὸ ἀληθὲς ἀρχικὸν ἐπιτήδευμα. bbox=[979, 1645, 1244, 1686]
